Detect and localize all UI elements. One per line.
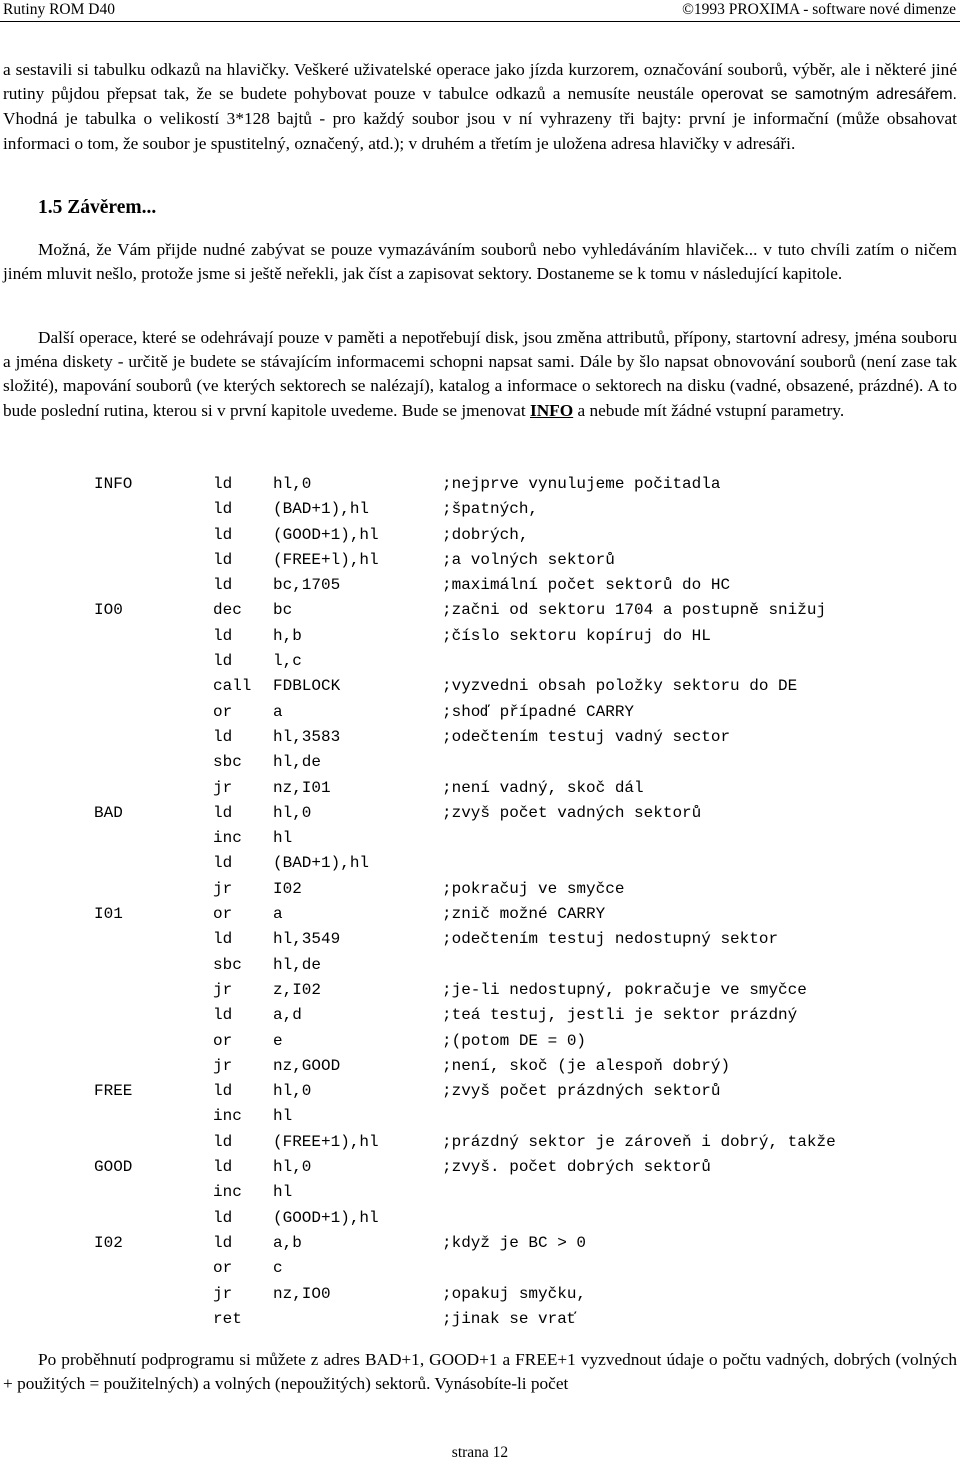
- code-label: IO0: [94, 601, 123, 620]
- paragraph-3-after: a nebude mít žádné vstupní parametry.: [573, 400, 845, 420]
- code-line: [0, 1307, 960, 1332]
- page-number: strana 12: [451, 1444, 509, 1461]
- code-operand: a: [273, 702, 283, 721]
- code-mnemonic: ld: [213, 1208, 233, 1227]
- code-line: [0, 877, 960, 902]
- code-line: [0, 624, 960, 649]
- code-line: [0, 927, 960, 952]
- code-listing: [0, 472, 960, 1332]
- code-operand: hl,0: [273, 475, 312, 493]
- paragraph-2: Možná, že Vám přijde nudné zabývat se pouze vymazáváním souborů nebo vyhledáváním hlaviček... v tuto chvíli zatím o ničem jiném mluvit nešlo, protože jsme si ještě neřekli, jak číst a zapisovat sektory. Dostaneme se k tomu v následující kapitole.: [3, 240, 957, 284]
- code-label: GOOD: [94, 1158, 133, 1177]
- code-mnemonic: or: [213, 1259, 233, 1278]
- code-mnemonic: ld: [213, 1158, 233, 1177]
- code-mnemonic: sbc: [213, 753, 242, 772]
- code-line: [0, 776, 960, 801]
- code-label: BAD: [94, 803, 123, 822]
- code-mnemonic: jr: [213, 980, 233, 999]
- code-comment: ;shoď případné CARRY: [442, 702, 635, 721]
- code-line: [0, 674, 960, 699]
- code-line: [0, 1054, 960, 1079]
- code-line: [0, 1180, 960, 1205]
- code-line: [0, 573, 960, 598]
- code-line: [0, 801, 960, 826]
- code-mnemonic: ld: [213, 626, 233, 645]
- code-comment: ;a volných sektorů: [442, 550, 615, 569]
- code-mnemonic: ld: [213, 525, 233, 544]
- code-comment: ;když je BC > 0: [442, 1233, 587, 1252]
- paragraph-3: [3, 326, 957, 423]
- header-copyright: ©1993 PROXIMA - software nové dimenze: [682, 1, 956, 18]
- code-comment: ;teá testuj, jestli je sektor prázdný: [442, 1006, 798, 1025]
- code-comment: ;zvyš. počet dobrých sektorů: [442, 1158, 711, 1177]
- code-mnemonic: ld: [213, 1233, 233, 1252]
- code-line: [0, 1130, 960, 1155]
- code-line: [0, 1104, 960, 1129]
- code-line: [0, 598, 960, 623]
- code-mnemonic: inc: [213, 829, 242, 848]
- code-operand: (FREE+l),hl: [273, 550, 379, 569]
- code-line: [0, 851, 960, 876]
- code-comment: ;opakuj smyčku,: [442, 1284, 587, 1303]
- code-comment: ;není, skoč (je alespoň dobrý): [442, 1056, 731, 1075]
- code-mnemonic: jr: [213, 879, 233, 898]
- code-mnemonic: jr: [213, 1284, 233, 1303]
- code-comment: ;číslo sektoru kopíruj do HL: [442, 626, 711, 645]
- code-comment: ;dobrých,: [442, 525, 529, 544]
- code-line: [0, 978, 960, 1003]
- code-operand: nz,I01: [273, 778, 331, 797]
- code-operand: h,b: [273, 626, 302, 645]
- code-comment: ;pokračuj ve smyčce: [442, 879, 625, 898]
- code-line: [0, 472, 960, 497]
- code-line: [0, 1231, 960, 1256]
- code-operand: I02: [273, 879, 302, 898]
- code-mnemonic: call: [213, 677, 252, 696]
- intro-text-1: a sestavili si tabulku odkazů na hlavičky. Veškeré uživatelské operace jako jízda kurzorem, označování souborů, výběr, ale i některé jiné rutiny půjdou přepsat tak, že se budete pohybovat pouze v tabulce odkazů a nemusíte neustále: [3, 60, 957, 104]
- code-comment: ;začni od sektoru 1704 a postupně snižuj: [442, 601, 827, 620]
- code-operand: e: [273, 1031, 283, 1050]
- code-operand: a,b: [273, 1233, 302, 1252]
- code-line: [0, 953, 960, 978]
- code-line: [0, 902, 960, 927]
- code-line: [0, 826, 960, 851]
- code-operand: nz,GOOD: [273, 1056, 341, 1075]
- code-mnemonic: ld: [213, 930, 233, 949]
- code-mnemonic: ld: [213, 550, 233, 569]
- section-heading: 1.5 Závěrem...: [38, 197, 157, 218]
- code-operand: hl,0: [273, 1158, 312, 1177]
- code-line: [0, 1282, 960, 1307]
- code-label: I02: [94, 1233, 123, 1252]
- code-mnemonic: ld: [213, 1082, 233, 1101]
- code-operand: bc,1705: [273, 576, 341, 595]
- code-line: [0, 548, 960, 573]
- code-operand: hl: [273, 829, 293, 848]
- code-operand: (GOOD+1),hl: [273, 1208, 379, 1227]
- header-divider: [0, 21, 960, 22]
- code-mnemonic: ld: [213, 854, 233, 873]
- code-operand: (GOOD+1),hl: [273, 525, 379, 544]
- code-operand: (BAD+1),hl: [273, 500, 370, 519]
- code-line: [0, 1155, 960, 1180]
- code-operand: a: [273, 905, 283, 924]
- code-operand: (BAD+1),hl: [273, 854, 370, 873]
- header-title: Rutiny ROM D40: [3, 1, 115, 18]
- code-comment: ;znič možné CARRY: [442, 905, 606, 924]
- paragraph-4: Po proběhnutí podprogramu si můžete z adres BAD+1, GOOD+1 a FREE+1 vyzvednout údaje o počtu vadných, dobrých (volných + použitých = použitelných) a volných (nepoužitých) sektorů. Vynásobíte-li počet: [3, 1350, 957, 1394]
- code-comment: ;maximální počet sektorů do HC: [442, 576, 731, 595]
- code-operand: a,d: [273, 1006, 302, 1025]
- code-mnemonic: ld: [213, 1132, 233, 1151]
- code-mnemonic: dec: [213, 601, 242, 620]
- keyword-info: INFO: [529, 400, 574, 420]
- code-line: [0, 523, 960, 548]
- code-comment: ;jinak se vrať: [442, 1309, 577, 1328]
- code-mnemonic: ld: [213, 500, 233, 519]
- code-operand: c: [273, 1259, 283, 1278]
- code-operand: hl,0: [273, 1082, 312, 1101]
- code-line: [0, 1003, 960, 1028]
- code-mnemonic: ret: [213, 1309, 242, 1328]
- code-label: I01: [94, 905, 123, 924]
- code-line: [0, 497, 960, 522]
- code-mnemonic: ld: [213, 652, 233, 671]
- code-operand: bc: [273, 601, 293, 620]
- code-label: INFO: [94, 475, 133, 493]
- code-mnemonic: ld: [213, 475, 233, 493]
- code-operand: hl,de: [273, 753, 322, 772]
- code-operand: nz,IO0: [273, 1284, 331, 1303]
- code-line: [0, 1029, 960, 1054]
- code-operand: hl,0: [273, 803, 312, 822]
- code-mnemonic: or: [213, 905, 233, 924]
- code-comment: ;je-li nedostupný, pokračuje ve smyčce: [442, 980, 807, 999]
- intro-text-sans: operovat se samotným adresářem.: [701, 86, 958, 104]
- code-mnemonic: ld: [213, 727, 233, 746]
- code-comment: ;(potom DE = 0): [442, 1031, 587, 1050]
- code-comment: ;odečtením testuj nedostupný sektor: [442, 930, 779, 949]
- code-comment: ;odečtením testuj vadný sector: [442, 727, 731, 746]
- code-line: [0, 1079, 960, 1104]
- code-mnemonic: jr: [213, 778, 233, 797]
- code-mnemonic: ld: [213, 576, 233, 595]
- code-comment: ;zvyš počet vadných sektorů: [442, 803, 702, 822]
- code-operand: (FREE+1),hl: [273, 1132, 379, 1151]
- code-comment: ;špatných,: [442, 500, 539, 519]
- code-mnemonic: inc: [213, 1107, 242, 1126]
- code-mnemonic: inc: [213, 1183, 242, 1202]
- code-operand: FDBLOCK: [273, 677, 341, 696]
- paragraph-3-before: Další operace, které se odehrávají pouze v paměti a nepotřebují disk, jsou změna attributů, přípony, startovní adresy, jména souboru a jména diskety - určitě je budete se stávajícím informacemi schopni napsat sami. Dále by šlo napsat obnovování souborů (není zase tak složité), mapování souborů (ve kterých sektorech se nalézají), katalog a informace o sektorech na disku (vadné, obsazené, prázdné). A to bude poslední rutina, kterou si v první kapitole uvedeme. Bude se jmenovat: [3, 328, 957, 420]
- code-line: [0, 1206, 960, 1231]
- code-mnemonic: or: [213, 1031, 233, 1050]
- code-operand: hl,de: [273, 955, 322, 974]
- code-mnemonic: sbc: [213, 955, 242, 974]
- code-mnemonic: ld: [213, 1006, 233, 1025]
- code-line: [0, 750, 960, 775]
- code-mnemonic: ld: [213, 803, 233, 822]
- code-line: [0, 725, 960, 750]
- page-footer: [0, 1444, 960, 1462]
- code-line: [0, 1256, 960, 1281]
- code-operand: hl: [273, 1107, 293, 1126]
- code-comment: ;vyzvedni obsah položky sektoru do DE: [442, 677, 798, 696]
- code-line: [0, 649, 960, 674]
- code-operand: z,I02: [273, 980, 322, 999]
- code-comment: ;není vadný, skoč dál: [442, 778, 644, 797]
- code-comment: ;zvyš počet prázdných sektorů: [442, 1082, 721, 1101]
- page-header: [0, 0, 960, 22]
- code-comment: ;nejprve vynulujeme počitadla: [442, 475, 721, 493]
- code-label: FREE: [94, 1082, 133, 1101]
- code-operand: l,c: [273, 652, 302, 671]
- code-mnemonic: or: [213, 702, 233, 721]
- intro-paragraph: [3, 58, 957, 156]
- code-operand: hl,3583: [273, 727, 341, 746]
- intro-text-2: Vhodná je tabulka o velikostí 3*128 bajtů - pro každý soubor jsou v ní vyhrazeny tři bajty: první je informační (může obsahovat informaci o tom, že soubor je spustitelný, označený, atd.); v druhém a třetím je uložena adresa hlavičky v adresáři.: [3, 109, 957, 153]
- code-operand: hl,3549: [273, 930, 341, 949]
- code-line: [0, 700, 960, 725]
- code-operand: hl: [273, 1183, 293, 1202]
- code-mnemonic: jr: [213, 1056, 233, 1075]
- code-comment: ;prázdný sektor je zároveň i dobrý, takže: [442, 1132, 836, 1151]
